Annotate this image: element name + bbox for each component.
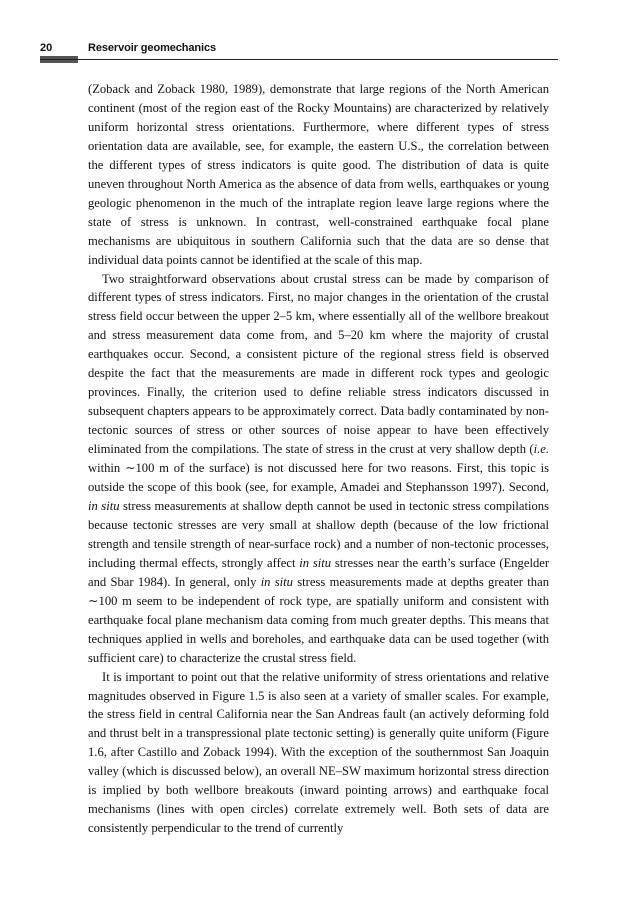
paragraph-2-italic-in-situ-1: in situ xyxy=(88,498,120,513)
running-title: Reservoir geomechanics xyxy=(88,42,217,54)
paragraph-2-part-5: stress measurements made at depths greater than ∼100 m seem to be independent of rock type, are spatially uniform and consistent with earthquake focal plane mechanism data coming from much greater depths. This means that techniques applied in wells and boreholes, and earthquake data can be used together (with sufficient care) to characterize the crustal stress field. xyxy=(88,574,549,665)
paragraph-3: It is important to point out that the relative uniformity of stress orientations and relative magnitudes observed in Figure 1.5 is also seen at a variety of smaller scales. For example, the stress field in central California near the San Andreas fault (an actively deforming fold and thrust belt in a transpressional plate tectonic setting) is generally quite uniform (Figure 1.6, after Castillo and Zoback 1994). With the exception of the southernmost San Joaquin valley (which is discussed below), an overall NE–SW maximum horizontal stress direction is implied by both wellbore breakouts (inward pointing arrows) and earthquake focal mechanisms (lines with open circles) correlate extremely well. Both sets of data are consistently perpendicular to the trend of currently xyxy=(88,669,549,836)
header-rule xyxy=(40,59,558,60)
paragraph-2-italic-in-situ-2: in situ xyxy=(299,555,332,570)
page-header xyxy=(40,42,558,72)
paragraph-2-part-1: Two straightforward observations about crustal stress can be made by comparison of different types of stress indicators. First, no major changes in the orientation of the crustal stress field occur between the upper 2–5 km, where essentially all of the wellbore breakout and stress measurement data come from, and 5–20 km where the majority of crustal earthquakes occur. Second, a consistent picture of the regional stress field is observed despite the fact that the measurements are made in different rock types and geologic provinces. Finally, the criterion used to define reliable stress indicators discussed in subsequent chapters appears to be approximately correct. Data badly contaminated by non-tectonic sources of stress or other sources of noise appear to have been effectively eliminated from the compilations. The state of stress in the crust at very shallow depth ( xyxy=(88,271,549,457)
paragraph-1: (Zoback and Zoback 1980, 1989), demonstrate that large regions of the North American continent (most of the region east of the Rocky Mountains) are characterized by relatively uniform horizontal stress orientations. Furthermore, where different types of stress orientation data are available, see, for example, the eastern U.S., the correlation between the different types of stress indicators is quite good. The distribution of data is quite uneven throughout North America as the absence of data from wells, earthquakes or young geologic phenomenon in the much of the intraplate region leave large regions where the state of stress is unknown. In contrast, well-constrained earthquake focal plane mechanisms are ubiquitous in southern California such that the data are so dense that individual data points cannot be identified at the scale of this map. xyxy=(88,82,549,267)
paragraph-2-italic-ie: i.e. xyxy=(533,442,549,457)
paragraph-2-part-2: within ∼100 m of the surface) is not discussed here for two reasons. First, this topic is outside the scope of this book (see, for example, Amadei and Stephansson 1997). Second, xyxy=(88,461,549,495)
paragraph-2-part-4: stresses near the earth’s surface (Engelder and Sbar 1984). In general, only xyxy=(88,555,550,589)
page-number: 20 xyxy=(40,42,53,54)
body-text xyxy=(88,80,549,838)
paragraph-2-part-3: stress measurements at shallow depth cannot be used in tectonic stress compilations because tectonic stresses are very small at shallow depth (because of the low frictional strength and tensile strength of near-surface rock) and a number of non-tectonic processes, including thermal effects, strongly affect xyxy=(88,498,550,570)
paragraph-2 xyxy=(88,270,549,668)
paragraph-2-italic-in-situ-3: in situ xyxy=(260,574,293,589)
